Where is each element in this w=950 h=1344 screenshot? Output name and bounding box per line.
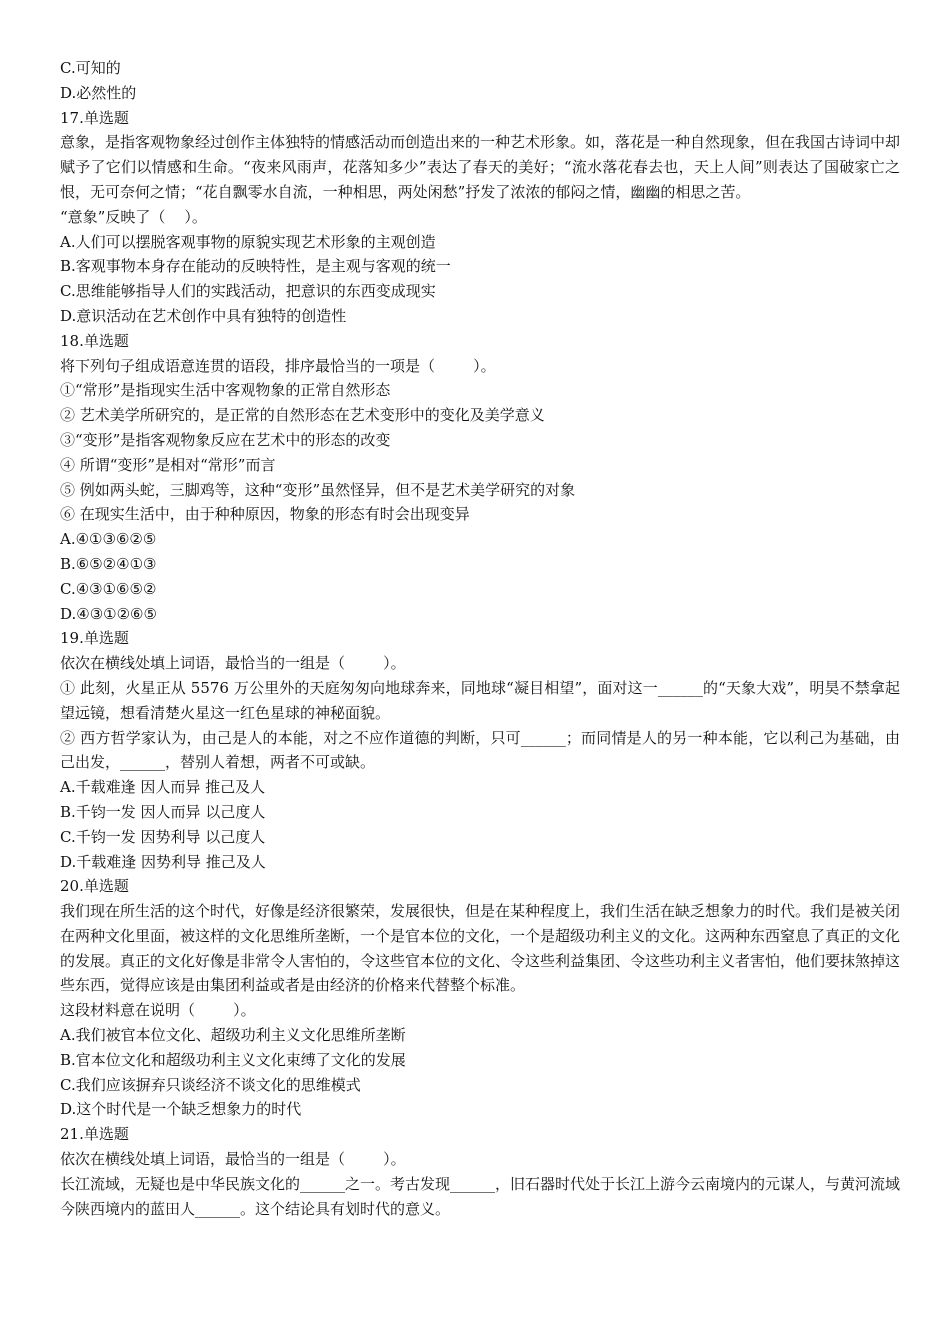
question-20-option-a: A.我们被官本位文化、超级功利主义文化思维所垄断 [60,1026,406,1045]
document-page [60,56,900,1221]
question-18-option-c: C.④③①⑥⑤② [60,579,157,598]
question-18-sentence-6: ⑥ 在现实生活中，由于种种原因，物象的形态有时会出现变异 [60,505,470,524]
question-18-option-d: D.④③①②⑥⑤ [60,604,157,623]
question-18-sentence-3: ③“变形”是指客观物象反应在艺术中的形态的改变 [60,430,391,449]
option-d: D.必然性的 [60,83,137,102]
question-18-sentence-4: ④ 所谓“变形”是相对“常形”而言 [60,455,276,474]
question-19-item-1: ① 此刻，火星正从 5576 万公里外的天庭匆匆向地球奔来，同地球“凝目相望”，面对这一______的“天象大戏”，明昊不禁拿起望远镜，想看清楚火星这一红色星球的神秘面貌。 [60,678,900,722]
question-19-stem: 依次在横线处填上词语，最恰当的一组是（ ）。 [60,654,406,673]
question-20-paragraph: 我们现在所生活的这个时代，好像是经济很繁荣，发展很快，但是在某种程度上，我们生活在缺乏想象力的时代。我们是被关闭在两种文化里面，被这样的文化思维所垄断，一个是官本位的文化，一个是超级功利主义的文化。这两种东西窒息了真正的文化的发展。真正的文化好像是非常令人害怕的，令这些官本位的文化、令这些利益集团、令这些功利主义者害怕，他们要抹煞掉这些东西，觉得应该是由集团利益或者是由经济的价格来代替整个标准。 [60,902,901,995]
question-18-sentence-1: ①“常形”是指现实生活中客观物象的正常自然形态 [60,381,391,400]
question-17-option-d: D.意识活动在艺术创作中具有独特的创造性 [60,306,347,325]
question-19-item-2: ② 西方哲学家认为，由己是人的本能，对之不应作道德的判断，只可______；而同情是人的另一种本能，它以利己为基础，由己出发，______，替别人着想，两者不可或缺。 [60,728,900,772]
question-17-header: 17.单选题 [60,108,129,127]
question-17-option-a: A.人们可以摆脱客观事物的原貌实现艺术形象的主观创造 [60,232,436,251]
question-20-header: 20.单选题 [60,877,129,896]
question-19-option-b: B.千钧一发 因人而异 以己度人 [60,802,266,821]
question-21-stem: 依次在横线处填上词语，最恰当的一组是（ ）。 [60,1150,406,1169]
question-18-stem: 将下列句子组成语意连贯的语段，排序最恰当的一项是（ ）。 [60,356,496,375]
question-17-paragraph: 意象，是指客观物象经过创作主体独特的情感活动而创造出来的一种艺术形象。如，落花是一种自然现象，但在我国古诗词中却赋予了它们以情感和生命。“夜来风雨声，花落知多少”表达了春天的美好；“流水落花春去也，天上人间”则表达了国破家亡之恨，无可奈何之情；“花自飘零水自流，一种相思，两处闲愁”抒发了浓浓的郁闷之情，幽幽的相思之苦。 [60,133,901,201]
question-18-option-a: A.④①③⑥②⑤ [60,530,157,549]
question-20-option-d: D.这个时代是一个缺乏想象力的时代 [60,1100,302,1119]
question-19-option-c: C.千钧一发 因势利导 以己度人 [60,827,266,846]
question-21-paragraph: 长江流域，无疑也是中华民族文化的______之一。考古发现______，旧石器时代处于长江上游今云南境内的元谋人，与黄河流域今陕西境内的蓝田人______。这个结论具有划时代的意义。 [60,1174,901,1218]
question-20-stem: 这段材料意在说明（ ）。 [60,1001,256,1020]
question-17-option-c: C.思维能够指导人们的实践活动，把意识的东西变成现实 [60,282,436,301]
question-18-option-b: B.⑥⑤②④①③ [60,554,157,573]
question-20-option-b: B.官本位文化和超级功利主义文化束缚了文化的发展 [60,1050,406,1069]
question-18-header: 18.单选题 [60,331,129,350]
question-17-option-b: B.客观事物本身存在能动的反映特性，是主观与客观的统一 [60,257,451,276]
question-20-option-c: C.我们应该摒弃只谈经济不谈文化的思维模式 [60,1075,361,1094]
question-19-header: 19.单选题 [60,629,129,648]
question-19-option-a: A.千载难逢 因人而异 推己及人 [60,778,266,797]
question-18-sentence-2: ② 艺术美学所研究的，是正常的自然形态在艺术变形中的变化及美学意义 [60,406,545,425]
question-17-stem: “意象”反映了（ ）。 [60,207,207,226]
question-18-sentence-5: ⑤ 例如两头蛇，三脚鸡等，这种“变形”虽然怪异，但不是艺术美学研究的对象 [60,480,576,499]
option-c: C.可知的 [60,59,121,77]
question-19-option-d: D.千载难逢 因势利导 推己及人 [60,852,266,871]
question-21-header: 21.单选题 [60,1125,129,1144]
